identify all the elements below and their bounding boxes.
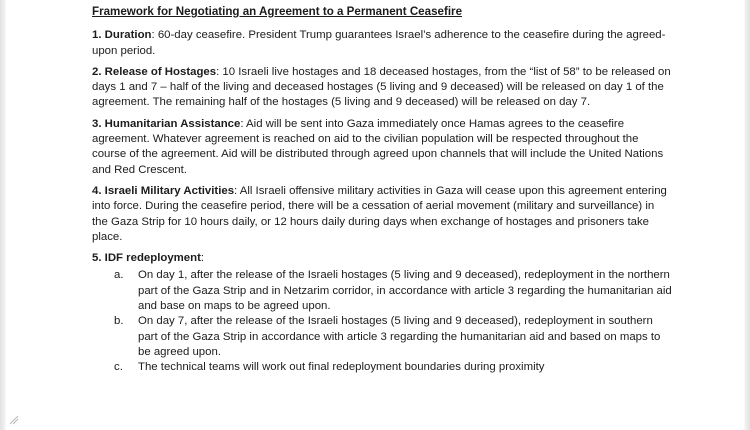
section-humanitarian-assistance [92, 117, 672, 178]
section-heading: 1. Duration [92, 29, 152, 42]
section-duration [92, 28, 672, 59]
list-item-text: On day 1, after the release of the Israeli hostages (5 living and 9 deceased), redeployment in the northern part of the Gaza Strip and in Netzarim corridor, in accordance with article 3 regarding the humanitarian aid and base on maps to be agreed upon. [138, 269, 672, 313]
list-item [92, 268, 672, 314]
section-heading: 5. IDF redeployment [92, 252, 201, 265]
list-marker: c. [114, 361, 123, 374]
section-idf-redeployment [92, 251, 672, 375]
left-window-edge [0, 0, 6, 430]
section-release-of-hostages [92, 65, 672, 111]
redeployment-list [92, 268, 672, 375]
section-body: : 60-day ceasefire. President Trump guarantees Israel’s adherence to the ceasefire during the agreed-upon period. [92, 29, 666, 57]
list-item [92, 314, 672, 360]
section-military-activities [92, 184, 672, 245]
section-heading: 4. Israeli Military Activities [92, 184, 235, 197]
list-item-text: On day 7, after the release of the Israeli hostages (5 living and 9 deceased), redeployment in southern part of the Gaza Strip in accordance with article 3 regarding the humanitarian aid and based on maps to be agreed upon. [138, 315, 661, 358]
list-marker: b. [114, 315, 124, 328]
section-heading: 2. Release of Hostages [92, 65, 217, 78]
list-item [92, 360, 672, 375]
section-body: : 10 Israeli live hostages and 18 deceased hostages, from the “list of 58” to be released on days 1 and 7 – half of the living and deceased hostages (5 living and 9 deceased) will be released on day 1 of the agreement. The remaining half of the hostages (5 living and 9 deceased) will be released on day 7. [92, 65, 671, 109]
document-title: Framework for Negotiating an Agreement to a Permanent Ceasefire [92, 5, 463, 18]
list-marker: a. [114, 269, 124, 282]
list-item-text: The technical teams will work out final redeployment boundaries during proximity [138, 361, 545, 374]
document-page [92, 4, 672, 382]
resize-grip-icon[interactable] [9, 415, 19, 425]
section-body: : All Israeli offensive military activities in Gaza will cease upon this agreement entering into force. During the ceasefire period, there will be a cessation of aerial movement (military and surveillance) in the Gaza Strip for 10 hours daily, or 12 hours daily during days when exchange of hostages and prisoners take place. [92, 184, 667, 243]
section-body: : Aid will be sent into Gaza immediately once Hamas agrees to the ceasefire agreement. Whatever agreement is reached on aid to the civilian population will be respected throughout the course of the agreement. Aid will be distributed through agreed upon channels that will include the United Nations and Red Crescent. [92, 117, 664, 176]
section-body: : [200, 252, 205, 265]
right-window-edge [744, 0, 750, 430]
section-heading: 3. Humanitarian Assistance [92, 117, 241, 130]
